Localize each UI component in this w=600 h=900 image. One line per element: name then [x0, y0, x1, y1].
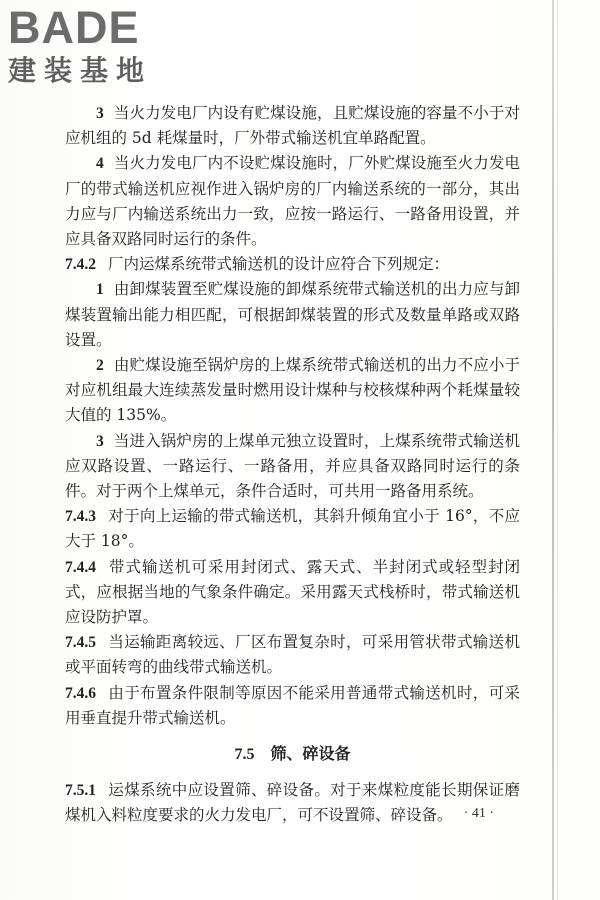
clause-number: 3: [96, 432, 104, 450]
clause-article: [65, 504, 520, 554]
page-number: · 41 ·: [463, 806, 494, 821]
binding-edge-shadow: [557, 0, 558, 900]
article-number: 7.4.5: [65, 634, 96, 652]
clause-text: 当进入锅炉房的上煤单元独立设置时，上煤系统带式输送机应双路设置、一路运行、一路备用，并应具备双路同时运行的条件。对于两个上煤单元，条件合适时，可共用一路备用系统。: [65, 431, 520, 501]
article-text: 运煤系统中应设置筛、碎设备。对于来煤粒度能长期保证磨煤机入料粒度要求的火力发电厂，可不设置筛、碎设备。: [65, 781, 520, 825]
article-text: 由于布置条件限制等原因不能采用普通带式输送机时，可采用垂直提升带式输送机。: [65, 683, 520, 727]
article-number: 7.4.6: [65, 684, 96, 702]
section-heading: [65, 741, 520, 767]
clause-text: 由贮煤设施至锅炉房的上煤系统带式输送机的出力不应小于对应机组最大连续蒸发量时燃用设计煤种与校核煤种两个耗煤量较大值的 135%。: [65, 356, 520, 425]
clause-article: [65, 252, 520, 277]
clause-number: 4: [96, 155, 104, 173]
logo-subtitle: 建装基地: [8, 54, 153, 87]
clause-item: [65, 277, 520, 353]
clause-text: 当火力发电厂内设有贮煤设施，且贮煤设施的容量不小于对应机组的 5d 耗煤量时，厂外带式输送机宜单路配置。: [65, 104, 520, 148]
clause-number: 3: [96, 105, 104, 122]
clause-article: [65, 630, 520, 680]
clause-item: [65, 429, 520, 505]
article-text: 带式输送机可采用封闭式、露天式、半封闭式或轻型封闭式，应根据当地的气象条件确定。采用露天式栈桥时，带式输送机应设防护罩。: [65, 557, 520, 627]
section-number: 7.5: [234, 746, 255, 764]
article-text: 当运输距离较远、厂区布置复杂时，可采用管状带式输送机或平面转弯的曲线带式输送机。: [65, 633, 520, 677]
clause-article: [65, 778, 520, 828]
clause-item: [65, 101, 520, 151]
clause-article: [65, 681, 520, 731]
article-number: 7.5.1: [65, 782, 96, 800]
article-number: 7.4.2: [65, 256, 96, 274]
article-text: 对于向上运输的带式输送机，其斜升倾角宜小于 16°，不应大于 18°。: [65, 507, 520, 551]
logo-mark: BADE: [8, 2, 140, 53]
clause-item: [65, 151, 520, 252]
clause-number: 1: [96, 281, 104, 299]
document-body: [65, 101, 520, 828]
article-number: 7.4.4: [65, 558, 96, 576]
clause-item: [65, 353, 520, 429]
clause-article: [65, 555, 520, 631]
article-text: 厂内运煤系统带式输送机的设计应符合下列规定：: [108, 255, 450, 274]
section-title: 筛、碎设备: [270, 744, 351, 764]
clause-number: 2: [96, 357, 104, 375]
binding-edge: [552, 0, 554, 900]
clause-text: 当火力发电厂内不设贮煤设施时，厂外贮煤设施至火力发电厂的带式输送机应视作进入锅炉房的厂内输送系统的一部分，其出力应与厂内输送系统出力一致，应按一路运行、一路备用设置，并应具备双路同时运行的条件。: [65, 154, 520, 249]
logo: [8, 4, 178, 94]
clause-text: 由卸煤装置至贮煤设施的卸煤系统带式输送机的出力应与卸煤装置输出能力相匹配，可根据卸煤装置的形式及数量单路或双路设置。: [65, 280, 520, 349]
article-number: 7.4.3: [65, 508, 96, 526]
